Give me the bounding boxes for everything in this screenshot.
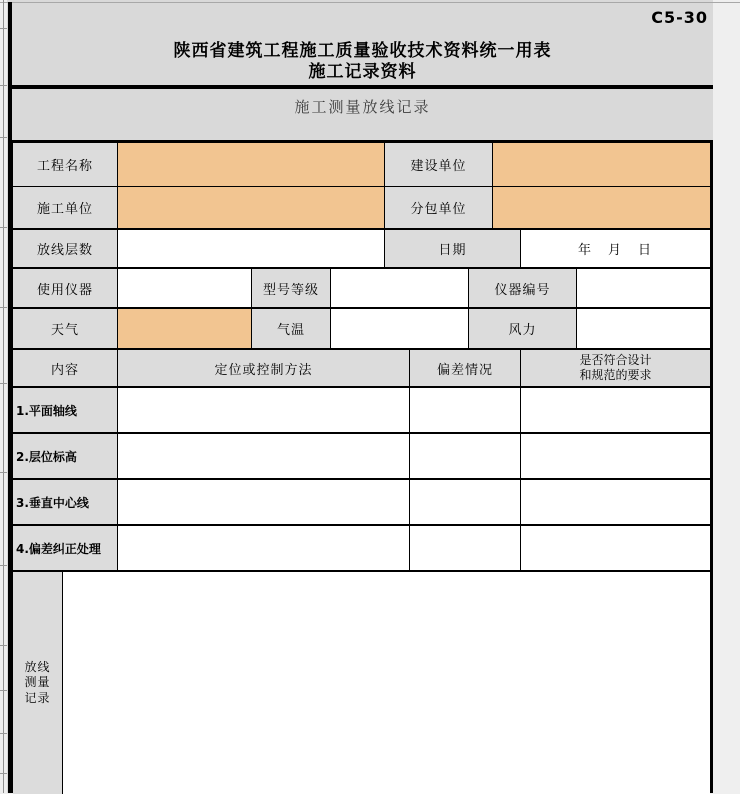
input-plane-axis-compliance[interactable] xyxy=(521,388,710,432)
label-survey-record-text: 放线测量记录 xyxy=(24,659,51,705)
input-deviation-correction-method[interactable] xyxy=(118,526,410,570)
date-value[interactable]: 年 月 日 xyxy=(521,230,710,267)
row-gridline-tick xyxy=(0,690,7,691)
row-plane-axis xyxy=(13,388,710,434)
row-contractor xyxy=(13,187,710,230)
input-floor-elevation-method[interactable] xyxy=(118,434,410,478)
label-project-name: 工程名称 xyxy=(13,143,118,186)
label-model-grade: 型号等级 xyxy=(252,269,331,307)
row-project-name xyxy=(13,143,710,187)
right-margin-strip xyxy=(713,0,740,793)
row-gridline-tick xyxy=(0,733,7,734)
label-survey-record xyxy=(13,572,63,794)
header-content: 内容 xyxy=(13,350,118,386)
input-contractor[interactable] xyxy=(118,187,385,228)
header-compliance-line1: 是否符合设计 xyxy=(579,353,652,367)
input-plane-axis-deviation[interactable] xyxy=(410,388,521,432)
row-weather xyxy=(13,309,710,350)
label-contractor: 施工单位 xyxy=(13,187,118,228)
row-table-header xyxy=(13,350,710,388)
input-vertical-centerline-compliance[interactable] xyxy=(521,480,710,524)
header-compliance-line2: 和规范的要求 xyxy=(579,368,652,382)
row-gridline-tick xyxy=(0,773,7,774)
label-plane-axis: 1.平面轴线 xyxy=(13,388,118,432)
row-gridline-tick xyxy=(0,85,7,86)
input-layout-floor[interactable] xyxy=(118,230,385,267)
input-floor-elevation-deviation[interactable] xyxy=(410,434,521,478)
form-table xyxy=(10,140,713,793)
label-date: 日期 xyxy=(385,230,521,267)
header-method: 定位或控制方法 xyxy=(118,350,410,386)
row-vertical-centerline xyxy=(13,480,710,526)
input-model-grade[interactable] xyxy=(331,269,469,307)
label-deviation-correction: 4.偏差纠正处理 xyxy=(13,526,118,570)
label-wind: 风力 xyxy=(469,309,577,348)
input-instrument-number[interactable] xyxy=(577,269,710,307)
label-subcontractor: 分包单位 xyxy=(385,187,493,228)
row-gridline-tick xyxy=(0,565,7,566)
form-code: C5-30 xyxy=(651,8,708,27)
row-gridline-tick xyxy=(0,472,7,473)
input-vertical-centerline-method[interactable] xyxy=(118,480,410,524)
row-gridline-tick xyxy=(0,137,7,138)
row-gridline-tick xyxy=(0,307,7,308)
form-title-line1: 陕西省建筑工程施工质量验收技术资料统一用表 xyxy=(173,41,552,61)
input-weather[interactable] xyxy=(118,309,252,348)
row-gridline-tick xyxy=(0,227,7,228)
label-instrument-number: 仪器编号 xyxy=(469,269,577,307)
input-project-name[interactable] xyxy=(118,143,385,186)
row-gridline-tick xyxy=(0,383,7,384)
input-construction-unit[interactable] xyxy=(493,143,710,186)
input-deviation-correction-compliance[interactable] xyxy=(521,526,710,570)
label-construction-unit: 建设单位 xyxy=(385,143,493,186)
section-title: 施工测量放线记录 xyxy=(294,98,431,116)
header-compliance xyxy=(521,350,710,386)
input-floor-elevation-compliance[interactable] xyxy=(521,434,710,478)
row-gridline-tick xyxy=(0,645,7,646)
label-vertical-centerline: 3.垂直中心线 xyxy=(13,480,118,524)
row-deviation-correction xyxy=(13,526,710,572)
row-floor-elevation xyxy=(13,434,710,480)
row-gridline-tick xyxy=(0,28,7,29)
row-layout-floor-date xyxy=(13,230,710,269)
input-temperature[interactable] xyxy=(331,309,469,348)
label-weather: 天气 xyxy=(13,309,118,348)
input-wind[interactable] xyxy=(577,309,710,348)
form-title-line2: 施工记录资料 xyxy=(308,62,417,82)
input-survey-record-area[interactable] xyxy=(63,572,710,794)
input-deviation-correction-deviation[interactable] xyxy=(410,526,521,570)
header-deviation: 偏差情况 xyxy=(410,350,521,386)
label-instrument: 使用仪器 xyxy=(13,269,118,307)
input-vertical-centerline-deviation[interactable] xyxy=(410,480,521,524)
label-layout-floor: 放线层数 xyxy=(13,230,118,267)
row-instrument xyxy=(13,269,710,309)
input-subcontractor[interactable] xyxy=(493,187,710,228)
label-temperature: 气温 xyxy=(252,309,331,348)
input-plane-axis-method[interactable] xyxy=(118,388,410,432)
left-gridline xyxy=(3,0,4,793)
row-survey-record xyxy=(13,572,710,794)
label-floor-elevation: 2.层位标高 xyxy=(13,434,118,478)
input-instrument[interactable] xyxy=(118,269,252,307)
form-header xyxy=(13,0,712,85)
header-divider xyxy=(10,85,713,89)
